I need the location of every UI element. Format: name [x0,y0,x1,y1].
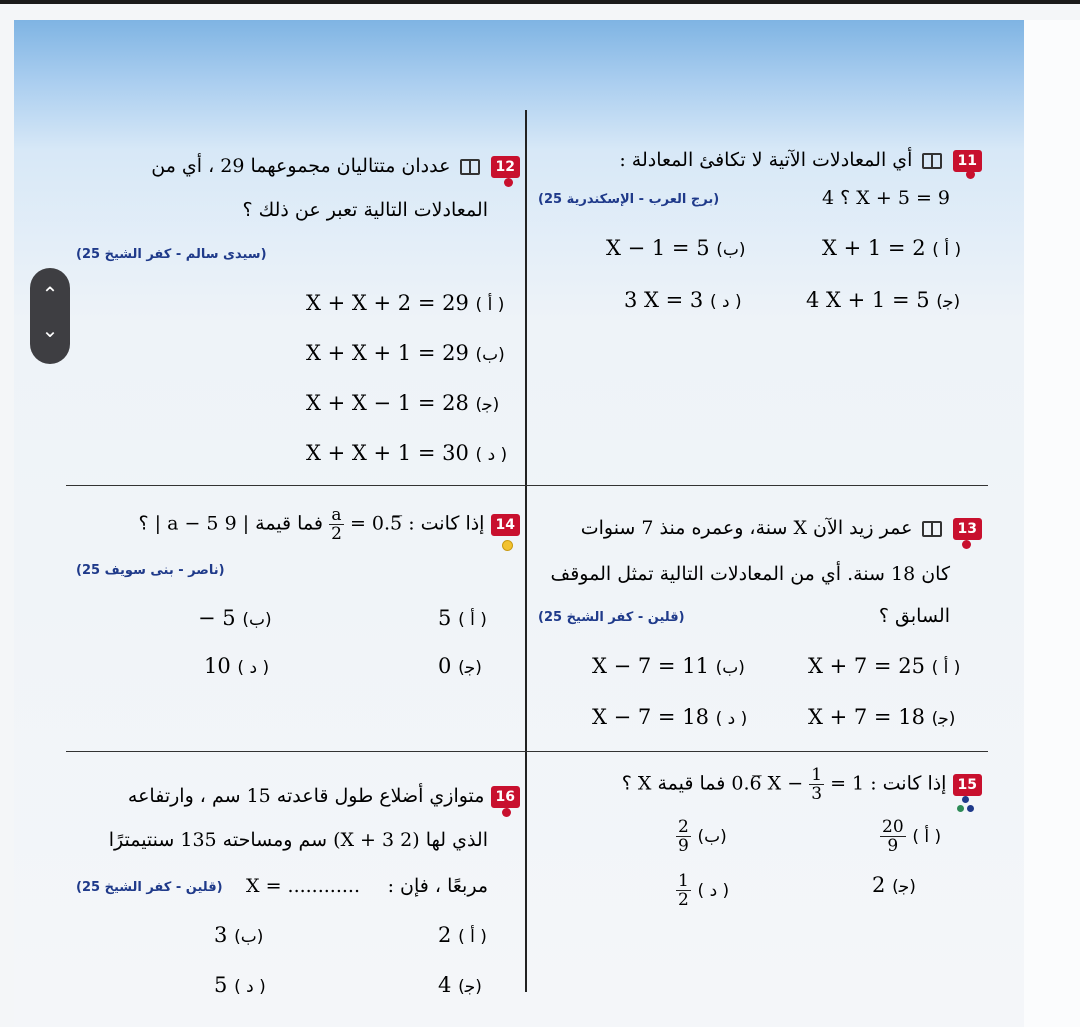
q13-stem-line3: السابق ؟ [878,605,950,627]
option-value: X + X − 1 = 28 [306,391,469,415]
option-value: 3 [214,923,228,947]
q11-source: (برج العرب - الإسكندرية 25) [538,192,720,207]
option-label: (ب) [475,345,505,365]
q12-source: (سيدى سالم - كفر الشيخ 25) [76,247,267,262]
option-label: ( أ ) [912,827,942,847]
q13-stem-line1 [581,514,982,542]
q16-stem-line2: الذي لها (2 X + 3) سم ومساحته 135 سنتيمترًا [108,829,488,851]
q11-option-c[interactable] [806,285,960,317]
q15-stem [622,766,982,803]
q16-number: 16 [491,786,520,808]
q14-source: (ناصر - بنى سويف 25) [76,563,225,578]
q16-stem-line1 [128,782,520,810]
option-value: − 5 [198,606,236,630]
top-bar [0,0,1080,4]
row-divider-2 [66,751,988,752]
option-label: (ب) [242,610,272,630]
denominator: 9 [678,836,689,856]
option-value: X + X + 1 = 29 [306,341,469,365]
red-dot-icon [504,178,513,187]
option-label: ( أ ) [475,295,505,315]
q13-number: 13 [953,518,982,540]
q11-option-b[interactable] [606,233,746,265]
q14-equals: = 0.5̅ [349,512,403,535]
q15-option-c[interactable] [872,870,916,902]
numerator: 2 [678,817,689,837]
fraction [676,872,691,909]
q12-number: 12 [491,156,520,178]
yellow-dot-icon [502,540,513,551]
q13-source: (قلين - كفر الشيخ 25) [538,610,685,625]
book-icon [922,521,942,537]
numerator: a [329,506,344,525]
chevron-up-icon[interactable]: ⌃ [41,282,59,306]
option-value: X + X + 2 = 29 [306,291,469,315]
option-value: 2 [872,873,886,897]
q14-option-b[interactable] [198,603,272,635]
option-value: 4 X + 1 = 5 [806,288,930,312]
option-label: (ﺟ) [931,709,956,729]
fraction [676,818,691,855]
red-dot-icon [962,540,971,549]
q13-option-a[interactable] [808,651,960,683]
option-value: 3 X = 3 [624,288,704,312]
q15-number: 15 [953,774,982,796]
numerator: 1 [811,765,823,785]
q15-equation [731,766,864,803]
column-divider [525,110,527,992]
q16-option-a[interactable] [438,920,487,952]
denominator: 2 [331,524,342,544]
option-label: ( أ ) [932,240,962,260]
q16-option-b[interactable] [214,920,263,952]
option-value: X + 1 = 2 [822,236,926,260]
option-label: (ب) [716,240,746,260]
option-label: ( أ ) [931,658,961,678]
option-label: ( أ ) [458,610,487,630]
option-label: (ﺟ) [475,395,500,415]
q15-option-b[interactable] [676,818,727,855]
denominator: 3 [811,784,823,804]
q13-option-c[interactable] [808,702,955,734]
fraction [880,818,906,855]
fraction [329,506,344,543]
q12-text: عددان متتاليان مجموعهما 29 ، أي من [151,155,451,177]
option-value: X − 7 = 11 [592,654,709,678]
q14-prefix: إذا كانت : [408,512,485,535]
chevron-down-icon[interactable]: ⌄ [41,318,59,342]
q12-option-c[interactable] [306,388,499,420]
red-dot-icon [966,170,975,179]
q15-lhs: 0.6̅ X − [731,772,804,795]
option-label: (ﺟ) [892,877,916,897]
q15-option-d[interactable] [676,872,729,909]
q14-stem [139,506,520,543]
q14-option-d[interactable] [204,651,269,683]
q16-option-c[interactable] [438,970,482,1002]
green-dot [957,805,964,812]
fraction [809,766,824,803]
right-margin [1024,20,1080,1027]
q12-stem-line2: المعادلات التالية تعبر عن ذلك ؟ [242,199,488,221]
option-label: (ب) [715,658,745,678]
q13-option-d[interactable] [592,702,747,734]
option-label: ( د ) [237,658,270,678]
numerator: 20 [882,817,904,837]
q12-option-d[interactable] [306,438,507,470]
q13-option-b[interactable] [592,651,745,683]
numerator: 1 [678,871,689,891]
q15-suffix: فما قيمة X ؟ [621,772,726,795]
q11-option-d[interactable] [624,285,742,317]
q13-text: عمر زيد الآن X سنة، وعمره منذ 7 سنوات [580,517,913,539]
q12-option-a[interactable] [306,288,504,320]
option-label: (ب) [697,827,727,847]
option-value: X + 7 = 25 [808,654,925,678]
option-label: ( د ) [697,881,730,901]
option-value: 2 [438,923,452,947]
option-label: ( أ ) [458,927,487,947]
book-icon [922,153,942,169]
q12-stem-line1 [151,152,520,180]
option-value: 5 [438,606,452,630]
q11-option-a[interactable] [822,233,961,265]
page-nav-control [30,268,70,364]
q15-option-a[interactable] [880,818,941,855]
denominator: 2 [678,890,689,910]
blue-dot [962,796,969,803]
option-value: 5 [214,973,228,997]
option-label: ( د ) [234,977,266,997]
q11-number: 11 [953,150,982,172]
q14-option-a[interactable] [438,603,487,635]
q16-stem-line3: مربعًا ، فإن : [387,875,488,897]
option-label: (ﺟ) [936,292,961,312]
option-value: X + X + 1 = 30 [306,441,469,465]
q16-option-d[interactable] [214,970,266,1002]
q14-suffix: فما قيمة | 9 a − 5 | ؟ [138,512,324,535]
option-value: 4 [438,973,452,997]
denominator: 9 [887,836,899,856]
option-value: X − 1 = 5 [606,236,710,260]
blue-dot [967,805,974,812]
row-divider-1 [66,485,988,486]
book-icon [460,159,480,175]
option-label: ( د ) [709,292,742,312]
option-label: ( د ) [715,709,748,729]
q11-equation: ؟ 4 X + 5 = 9 [822,187,950,209]
q14-option-c[interactable] [438,651,482,683]
option-label: ( د ) [475,445,508,465]
q16-text: متوازي أضلاع طول قاعدته 15 سم ، وارتفاعه [127,785,485,807]
q11-text: أي المعادلات الآتية لا تكافئ المعادلة : [619,149,913,171]
q15-prefix: إذا كانت : [870,772,947,795]
q14-number: 14 [491,514,520,536]
option-value: 10 [204,654,231,678]
option-label: (ﺟ) [458,977,482,997]
q11-stem [619,146,982,174]
q16-answer-blank[interactable]: X = ............ [246,875,360,897]
q16-source: (قلين - كفر الشيخ 25) [76,880,223,895]
red-dot-icon [502,808,511,817]
q15-rhs: = 1 [830,772,865,795]
option-label: (ﺟ) [458,658,482,678]
q13-stem-line2: كان 18 سنة. أي من المعادلات التالية تمثل الموقف [550,563,950,585]
option-value: X − 7 = 18 [592,705,709,729]
option-value: 0 [438,654,452,678]
q12-option-b[interactable] [306,338,505,370]
option-value: X + 7 = 18 [808,705,925,729]
option-label: (ب) [234,927,264,947]
q14-equation [329,506,402,543]
